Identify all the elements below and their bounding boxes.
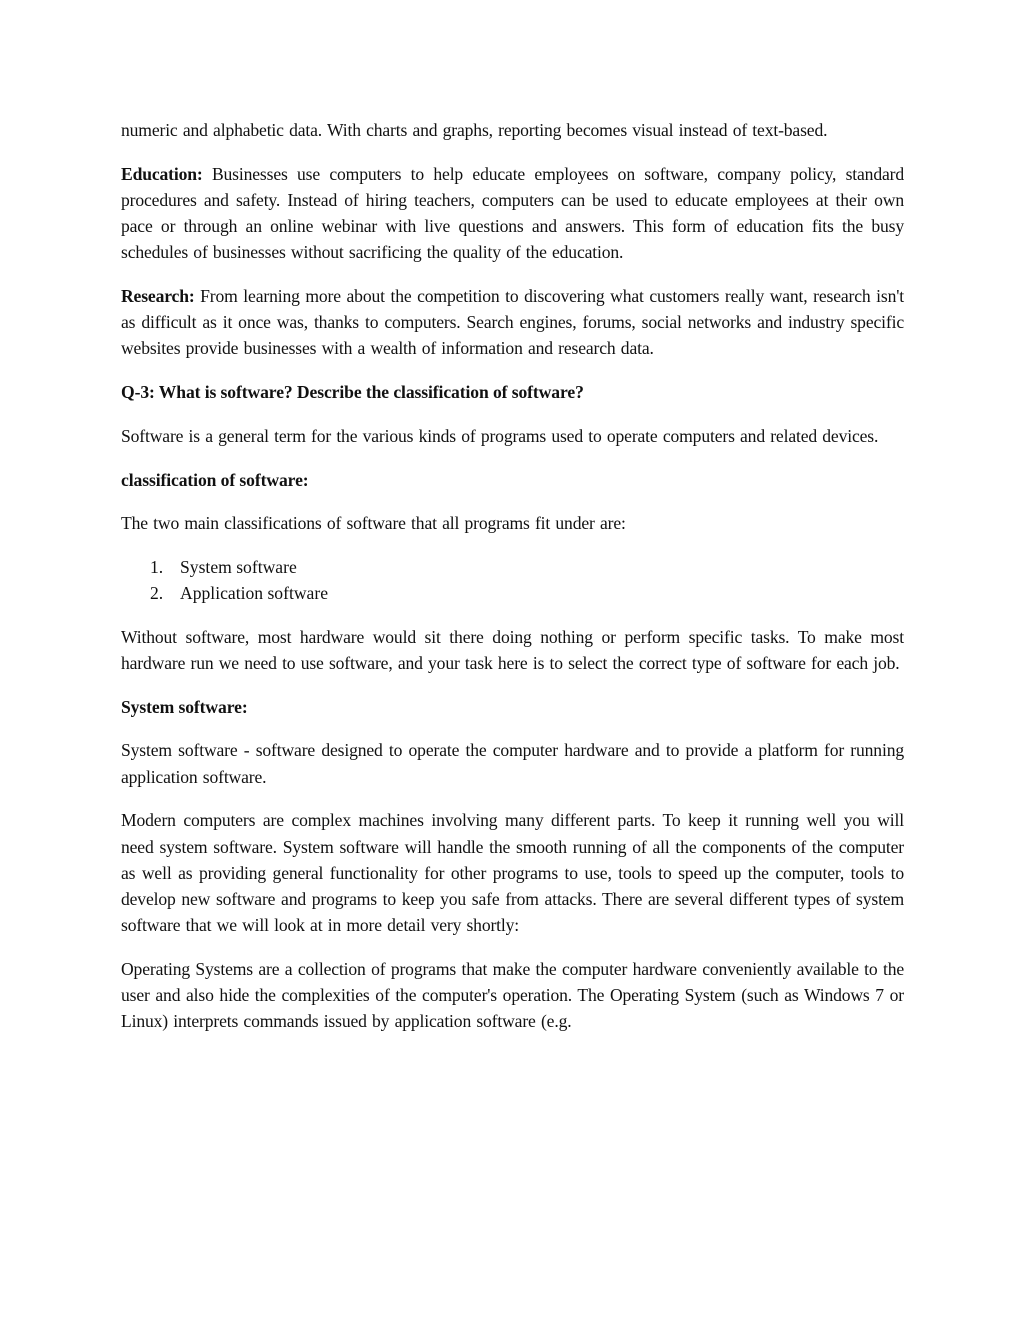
list-item-label: Application software: [180, 583, 329, 604]
software-definition: Software is a general term for the various kinds of programs used to operate computers and related devices.: [121, 425, 879, 446]
research-paragraph: [121, 283, 904, 362]
modern-computers-paragraph: Modern computers are complex machines involving many different parts. To keep it running well you will need system software. System software will handle the smooth running of all the components of the computer as well as providing general functionality for other programs to use, tools to speed up the computer, tools to develop new software and programs to keep you safe from attacks. There are several different types of system software that we will look at in more detail very shortly:: [121, 810, 904, 936]
continued-paragraph: numeric and alphabetic data. With charts and graphs, reporting becomes visual instead of text-based.: [121, 120, 828, 140]
list-item: [121, 580, 904, 606]
research-lead: Research:: [121, 286, 195, 307]
list-item-number: 1.: [150, 556, 164, 577]
education-paragraph: [121, 161, 904, 266]
system-software-definition: System software - software designed to operate the computer hardware and to provide a platform for running application software.: [121, 740, 904, 787]
document-page: [121, 117, 904, 1052]
research-text: From learning more about the competition to discovering what customers really want, research isn't as difficult as it once was, thanks to computers. Search engines, forums, social networks and industry specific websites provide businesses with a wealth of information and research data.: [121, 286, 904, 359]
list-item: [121, 554, 904, 580]
list-item-number: 2.: [150, 583, 164, 604]
classification-heading: classification of software:: [121, 469, 309, 490]
education-lead: Education:: [121, 163, 203, 184]
without-software-paragraph: Without software, most hardware would sit there doing nothing or perform specific tasks. To make most hardware run we need to use software, and your task here is to select the correct type of software for each job.: [121, 626, 904, 674]
classification-list: [121, 554, 904, 606]
education-text: Businesses use computers to help educate employees on software, company policy, standard procedures and safety. Instead of hiring teachers, computers can be used to educate employees at their own pace or through an online webinar with live questions and answers. This form of education fits the busy schedules of businesses without sacrificing the quality of the education.: [121, 163, 904, 263]
system-software-heading: System software:: [121, 696, 248, 717]
classification-intro: The two main classifications of software that all programs fit under are:: [121, 513, 626, 534]
list-item-label: System software: [180, 556, 297, 577]
operating-systems-paragraph: Operating Systems are a collection of programs that make the computer hardware conveniently available to the user and also hide the complexities of the computer's operation. The Operating System (such as Windows 7 or Linux) interprets commands issued by application software (e.g.: [121, 958, 904, 1032]
question-heading: Q-3: What is software? Describe the classification of software?: [121, 382, 584, 403]
